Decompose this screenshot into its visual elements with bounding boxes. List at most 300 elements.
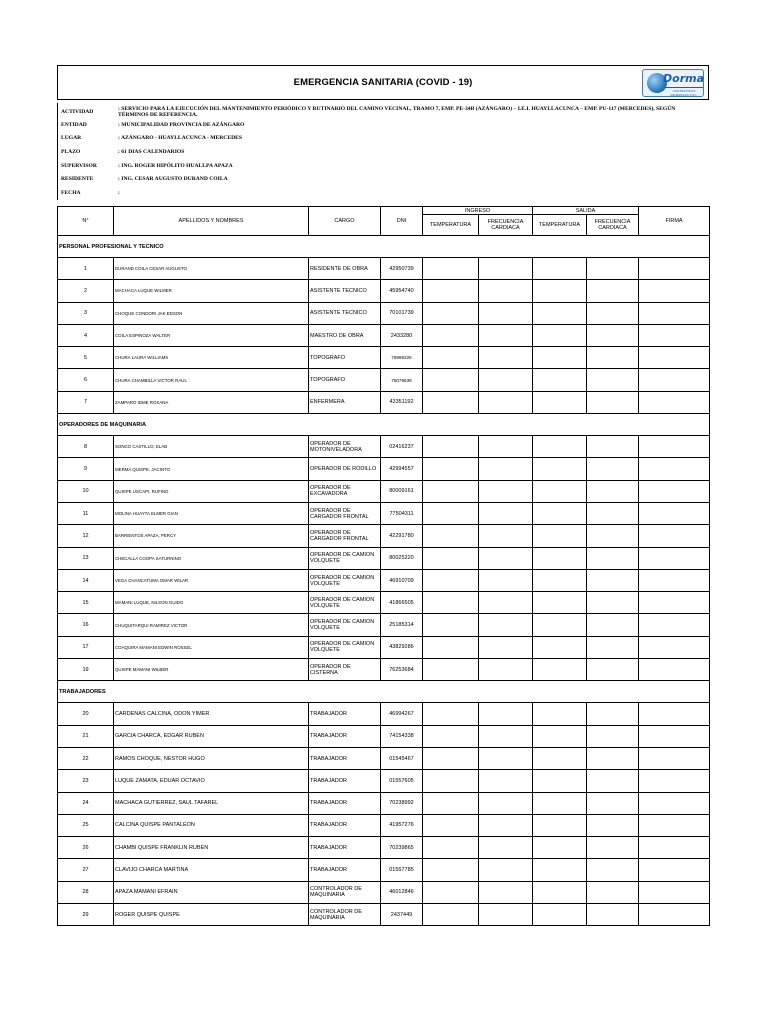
table-row <box>58 725 710 747</box>
row-cargo: OPERADOR DE CAMION VOLQUETE <box>309 547 381 569</box>
table-row <box>58 547 710 569</box>
section-row <box>58 414 710 436</box>
company-logo <box>642 69 704 97</box>
row-name: CHUQUITARQUI RAMIREZ VICTOR <box>114 614 309 636</box>
row-number: 20 <box>58 703 114 725</box>
row-number: 16 <box>58 614 114 636</box>
freq-in-cell[interactable] <box>479 502 533 524</box>
row-name: DURAND COILA CESAR AUGUSTO <box>114 258 309 280</box>
row-number: 10 <box>58 480 114 502</box>
freq-in-cell[interactable] <box>479 859 533 881</box>
row-number: 22 <box>58 747 114 769</box>
temp-out-cell[interactable] <box>533 904 587 926</box>
row-dni: 01545467 <box>381 747 423 769</box>
row-name: COILA ESPINOZA WALTER <box>114 324 309 346</box>
temp-out-cell[interactable] <box>533 814 587 836</box>
info-value: : ING. ROGER HIPÓLITO HUALLPA APAZA <box>118 163 233 169</box>
logo-subtitle: CONTRATISTAS GENERALES S.R.L. <box>665 87 703 97</box>
temp-out-cell[interactable] <box>533 859 587 881</box>
row-cargo: OPERADOR DE CARGADOR FRONTAL <box>309 502 381 524</box>
row-name: QUISPE USCAPI, RUFINO <box>114 480 309 502</box>
row-cargo: TRABAJADOR <box>309 703 381 725</box>
row-cargo: OPERADOR DE RODILLO <box>309 458 381 480</box>
row-number: 15 <box>58 592 114 614</box>
temp-out-cell[interactable] <box>533 659 587 681</box>
info-block <box>57 103 709 200</box>
document-title: EMERGENCIA SANITARIA (COVID - 19) <box>293 77 473 88</box>
row-cargo: TRABAJADOR <box>309 814 381 836</box>
row-number: 27 <box>58 859 114 881</box>
table-row <box>58 324 710 346</box>
row-name: CHURA CHAMBILLA VICTOR RAUL <box>114 369 309 391</box>
signature-cell[interactable] <box>639 881 710 903</box>
row-number: 1 <box>58 258 114 280</box>
row-cargo: ENFERMERA <box>309 391 381 413</box>
row-name: MACHACA GUTIERREZ, SAUL TAFAREL <box>114 792 309 814</box>
temp-out-cell[interactable] <box>533 502 587 524</box>
row-number: 25 <box>58 814 114 836</box>
signature-cell[interactable] <box>639 569 710 591</box>
temp-in-cell[interactable] <box>423 547 479 569</box>
row-cargo: TRABAJADOR <box>309 859 381 881</box>
signature-cell[interactable] <box>639 636 710 658</box>
row-cargo: OPERADOR DE CAMION VOLQUETE <box>309 592 381 614</box>
signature-cell[interactable] <box>639 480 710 502</box>
info-value: : SERVICIO PARA LA EJECUCIÓN DEL MANTENIMIENTO PERIÓDICO Y RUTINARIO DEL CAMINO VECINAL, TRAMO 7, EMP. PE-34B (AZÁNGARO) – I.E.I. HUAYLLACUNCA – EMP. PU-117 (MERCEDES), SEGÚN TÉRMINOS DE REFERENCIA. <box>118 106 676 118</box>
row-cargo: CONTROLADOR DE MAQUINARIA <box>309 881 381 903</box>
freq-in-cell[interactable] <box>479 703 533 725</box>
freq-out-cell[interactable] <box>587 792 639 814</box>
temp-out-cell[interactable] <box>533 881 587 903</box>
row-number: 2 <box>58 280 114 302</box>
header-dni: DNI <box>381 207 423 236</box>
header-freq-in: FRECUENCIA CARDIACA <box>479 215 533 236</box>
temp-out-cell[interactable] <box>533 547 587 569</box>
signature-cell[interactable] <box>639 703 710 725</box>
freq-out-cell[interactable] <box>587 659 639 681</box>
section-title: PERSONAL PROFESIONAL Y TECNICO <box>58 236 710 258</box>
table-row <box>58 302 710 324</box>
row-cargo: OPERADOR DE CISTERNA <box>309 659 381 681</box>
freq-out-cell[interactable] <box>587 369 639 391</box>
freq-in-cell[interactable] <box>479 258 533 280</box>
freq-in-cell[interactable] <box>479 614 533 636</box>
signature-cell[interactable] <box>639 770 710 792</box>
document-title-box <box>57 65 709 100</box>
freq-out-cell[interactable] <box>587 547 639 569</box>
header-temp-out: TEMPERATURA <box>533 215 587 236</box>
table-row <box>58 436 710 458</box>
row-number: 23 <box>58 770 114 792</box>
row-number: 29 <box>58 904 114 926</box>
row-number: 14 <box>58 569 114 591</box>
temp-out-cell[interactable] <box>533 436 587 458</box>
temp-out-cell[interactable] <box>533 391 587 413</box>
temp-in-cell[interactable] <box>423 458 479 480</box>
table-row <box>58 391 710 413</box>
table-row <box>58 280 710 302</box>
row-dni: 80009161 <box>381 480 423 502</box>
row-dni: 70101739 <box>381 302 423 324</box>
temp-in-cell[interactable] <box>423 659 479 681</box>
row-number: 3 <box>58 302 114 324</box>
freq-in-cell[interactable] <box>479 904 533 926</box>
freq-in-cell[interactable] <box>479 747 533 769</box>
temp-out-cell[interactable] <box>533 703 587 725</box>
row-dni: 46012846 <box>381 881 423 903</box>
table-row <box>58 614 710 636</box>
temp-out-cell[interactable] <box>533 302 587 324</box>
row-name: MERMA QUISPE, JACINTO <box>114 458 309 480</box>
temp-in-cell[interactable] <box>423 814 479 836</box>
row-cargo: MAESTRO DE OBRA <box>309 324 381 346</box>
signature-cell[interactable] <box>639 904 710 926</box>
temp-out-cell[interactable] <box>533 458 587 480</box>
freq-out-cell[interactable] <box>587 881 639 903</box>
temp-out-cell[interactable] <box>533 347 587 369</box>
row-cargo: ASISTENTE TECNICO <box>309 280 381 302</box>
row-cargo: OPERADOR DE CAMION VOLQUETE <box>309 569 381 591</box>
row-name: CHURA LAURA WILLIAMS <box>114 347 309 369</box>
row-dni: 75998326 <box>381 347 423 369</box>
temp-out-cell[interactable] <box>533 258 587 280</box>
row-number: 6 <box>58 369 114 391</box>
temp-in-cell[interactable] <box>423 525 479 547</box>
section-row <box>58 681 710 703</box>
table-row <box>58 703 710 725</box>
freq-in-cell[interactable] <box>479 302 533 324</box>
freq-out-cell[interactable] <box>587 391 639 413</box>
freq-in-cell[interactable] <box>479 547 533 569</box>
freq-in-cell[interactable] <box>479 814 533 836</box>
logo-word: Dorma <box>663 72 704 85</box>
signature-cell[interactable] <box>639 280 710 302</box>
row-name: ROGER QUISPE QUISPE <box>114 904 309 926</box>
row-cargo: OPERADOR DE MOTONIVELADORA <box>309 436 381 458</box>
temp-in-cell[interactable] <box>423 904 479 926</box>
row-dni: 42994557 <box>381 458 423 480</box>
freq-out-cell[interactable] <box>587 747 639 769</box>
row-cargo: OPERADOR DE CAMION VOLQUETE <box>309 636 381 658</box>
header-row-top <box>58 207 710 215</box>
row-number: 8 <box>58 436 114 458</box>
temp-out-cell[interactable] <box>533 569 587 591</box>
freq-in-cell[interactable] <box>479 592 533 614</box>
table-row <box>58 569 710 591</box>
freq-out-cell[interactable] <box>587 770 639 792</box>
info-label: LUGAR <box>61 135 82 141</box>
temp-out-cell[interactable] <box>533 369 587 391</box>
signature-cell[interactable] <box>639 614 710 636</box>
row-dni: 70238992 <box>381 792 423 814</box>
temp-in-cell[interactable] <box>423 747 479 769</box>
info-value: : ING. CESAR AUGUSTO DURAND COILA <box>118 176 228 182</box>
temp-in-cell[interactable] <box>423 725 479 747</box>
freq-out-cell[interactable] <box>587 502 639 524</box>
row-number: 5 <box>58 347 114 369</box>
info-label: RESIDENTE <box>61 176 94 182</box>
freq-in-cell[interactable] <box>479 881 533 903</box>
section-title: OPERADORES DE MAQUINARIA <box>58 414 710 436</box>
temp-out-cell[interactable] <box>533 636 587 658</box>
temp-in-cell[interactable] <box>423 391 479 413</box>
header-no: N° <box>58 207 114 236</box>
row-cargo: TRABAJADOR <box>309 837 381 859</box>
header-name: APELLIDOS Y NOMBRES <box>114 207 309 236</box>
temp-out-cell[interactable] <box>533 592 587 614</box>
header-salida: SALIDA <box>533 207 639 215</box>
signature-cell[interactable] <box>639 725 710 747</box>
row-dni: 2433280 <box>381 324 423 346</box>
row-name: APAZA MAMANI EFRAIN <box>114 881 309 903</box>
table-row <box>58 881 710 903</box>
row-dni: 75079639 <box>381 369 423 391</box>
freq-in-cell[interactable] <box>479 636 533 658</box>
signature-cell[interactable] <box>639 837 710 859</box>
row-dni: 77504311 <box>381 502 423 524</box>
signature-cell[interactable] <box>639 814 710 836</box>
signature-cell[interactable] <box>639 592 710 614</box>
row-dni: 46994267 <box>381 703 423 725</box>
temp-out-cell[interactable] <box>533 480 587 502</box>
info-label: SUPERVISOR <box>61 163 97 169</box>
freq-in-cell[interactable] <box>479 659 533 681</box>
signature-cell[interactable] <box>639 659 710 681</box>
table-row <box>58 502 710 524</box>
temp-out-cell[interactable] <box>533 837 587 859</box>
row-dni: 80025220 <box>381 547 423 569</box>
row-dni: 41957276 <box>381 814 423 836</box>
freq-in-cell[interactable] <box>479 458 533 480</box>
signature-cell[interactable] <box>639 525 710 547</box>
row-number: 12 <box>58 525 114 547</box>
row-name: BARRIENTOS APAZA, PERCY <box>114 525 309 547</box>
section-row <box>58 236 710 258</box>
freq-out-cell[interactable] <box>587 436 639 458</box>
freq-in-cell[interactable] <box>479 436 533 458</box>
freq-out-cell[interactable] <box>587 592 639 614</box>
row-cargo: OPERADOR DE EXCAVADORA <box>309 480 381 502</box>
signature-cell[interactable] <box>639 324 710 346</box>
freq-out-cell[interactable] <box>587 636 639 658</box>
table-row <box>58 525 710 547</box>
signature-cell[interactable] <box>639 436 710 458</box>
table-body <box>58 207 710 926</box>
info-label: PLAZO <box>61 149 81 155</box>
temp-in-cell[interactable] <box>423 636 479 658</box>
info-value: : MUNICIPALIDAD PROVINCIA DE AZÁNGARO <box>118 122 245 128</box>
temp-out-cell[interactable] <box>533 324 587 346</box>
info-label: FECHA <box>61 190 81 196</box>
table-row <box>58 592 710 614</box>
attendance-table <box>57 206 710 926</box>
row-name: MAMANI LUQUE, NILSON GUIDO <box>114 592 309 614</box>
row-dni: 45954740 <box>381 280 423 302</box>
row-number: 17 <box>58 636 114 658</box>
temp-in-cell[interactable] <box>423 480 479 502</box>
row-cargo: RESIDENTE DE OBRA <box>309 258 381 280</box>
freq-out-cell[interactable] <box>587 347 639 369</box>
temp-in-cell[interactable] <box>423 502 479 524</box>
table-row <box>58 859 710 881</box>
freq-out-cell[interactable] <box>587 458 639 480</box>
freq-out-cell[interactable] <box>587 859 639 881</box>
row-cargo: OPERADOR DE CAMION VOLQUETE <box>309 614 381 636</box>
freq-in-cell[interactable] <box>479 792 533 814</box>
temp-in-cell[interactable] <box>423 347 479 369</box>
freq-out-cell[interactable] <box>587 280 639 302</box>
row-dni: 41866505 <box>381 592 423 614</box>
row-dni: 43351192 <box>381 391 423 413</box>
row-dni: 25185314 <box>381 614 423 636</box>
signature-cell[interactable] <box>639 391 710 413</box>
temp-out-cell[interactable] <box>533 725 587 747</box>
freq-out-cell[interactable] <box>587 258 639 280</box>
signature-cell[interactable] <box>639 302 710 324</box>
freq-in-cell[interactable] <box>479 369 533 391</box>
signature-cell[interactable] <box>639 859 710 881</box>
row-cargo: ASISTENTE TECNICO <box>309 302 381 324</box>
signature-cell[interactable] <box>639 458 710 480</box>
row-cargo: TOPOGRAFO <box>309 347 381 369</box>
table-row <box>58 814 710 836</box>
signature-cell[interactable] <box>639 747 710 769</box>
freq-in-cell[interactable] <box>479 569 533 591</box>
freq-out-cell[interactable] <box>587 814 639 836</box>
temp-in-cell[interactable] <box>423 792 479 814</box>
temp-in-cell[interactable] <box>423 592 479 614</box>
temp-in-cell[interactable] <box>423 369 479 391</box>
row-dni: 42950739 <box>381 258 423 280</box>
row-name: RAMOS CHOQUE, NESTOR HUGO <box>114 747 309 769</box>
row-name: QUISPE MAMANI WILBER <box>114 659 309 681</box>
temp-out-cell[interactable] <box>533 747 587 769</box>
freq-out-cell[interactable] <box>587 525 639 547</box>
section-title: TRABAJADORES <box>58 681 710 703</box>
row-name: GARCIA CHARCA, EDGAR RUBEN <box>114 725 309 747</box>
row-name: ZAMPARO IDME ROXANA <box>114 391 309 413</box>
row-cargo: TOPOGRAFO <box>309 369 381 391</box>
temp-in-cell[interactable] <box>423 436 479 458</box>
row-cargo: TRABAJADOR <box>309 792 381 814</box>
freq-in-cell[interactable] <box>479 480 533 502</box>
freq-out-cell[interactable] <box>587 725 639 747</box>
row-name: CHAMBI QUISPE FRANKLIN RUBEN <box>114 837 309 859</box>
table-row <box>58 636 710 658</box>
row-name: MOLINA HUAYTA ELMER GIAN <box>114 502 309 524</box>
temp-out-cell[interactable] <box>533 770 587 792</box>
row-cargo: OPERADOR DE CARGADOR FRONTAL <box>309 525 381 547</box>
row-dni: 46910709 <box>381 569 423 591</box>
temp-in-cell[interactable] <box>423 258 479 280</box>
table-row <box>58 837 710 859</box>
temp-in-cell[interactable] <box>423 302 479 324</box>
table-row <box>58 480 710 502</box>
row-name: CHECALLA COOPA SATURNINO <box>114 547 309 569</box>
row-dni: 01557785 <box>381 859 423 881</box>
table-row <box>58 659 710 681</box>
freq-in-cell[interactable] <box>479 837 533 859</box>
freq-out-cell[interactable] <box>587 480 639 502</box>
temp-out-cell[interactable] <box>533 525 587 547</box>
signature-cell[interactable] <box>639 347 710 369</box>
freq-out-cell[interactable] <box>587 324 639 346</box>
row-name: LUQUE ZAMATA, EDUAR OCTAVIO <box>114 770 309 792</box>
freq-in-cell[interactable] <box>479 347 533 369</box>
freq-out-cell[interactable] <box>587 569 639 591</box>
row-dni: 74154338 <box>381 725 423 747</box>
row-cargo: TRABAJADOR <box>309 747 381 769</box>
row-number: 21 <box>58 725 114 747</box>
row-dni: 70239865 <box>381 837 423 859</box>
signature-cell[interactable] <box>639 369 710 391</box>
header-firma: FIRMA <box>639 207 710 236</box>
temp-in-cell[interactable] <box>423 703 479 725</box>
row-dni: 76253684 <box>381 659 423 681</box>
row-number: 19 <box>58 659 114 681</box>
row-number: 28 <box>58 881 114 903</box>
temp-out-cell[interactable] <box>533 280 587 302</box>
freq-in-cell[interactable] <box>479 725 533 747</box>
freq-in-cell[interactable] <box>479 391 533 413</box>
row-number: 24 <box>58 792 114 814</box>
signature-cell[interactable] <box>639 792 710 814</box>
temp-in-cell[interactable] <box>423 859 479 881</box>
freq-in-cell[interactable] <box>479 525 533 547</box>
row-name: CARDENAS CALCINA, ODON YIMER <box>114 703 309 725</box>
freq-in-cell[interactable] <box>479 770 533 792</box>
temp-in-cell[interactable] <box>423 614 479 636</box>
temp-in-cell[interactable] <box>423 324 479 346</box>
row-name: CHOQUE CONDORI JAK EDSON <box>114 302 309 324</box>
freq-in-cell[interactable] <box>479 324 533 346</box>
row-number: 26 <box>58 837 114 859</box>
row-name: CLAVIJO CHARCA MARTINA <box>114 859 309 881</box>
row-number: 9 <box>58 458 114 480</box>
freq-in-cell[interactable] <box>479 280 533 302</box>
temp-in-cell[interactable] <box>423 770 479 792</box>
freq-out-cell[interactable] <box>587 703 639 725</box>
temp-in-cell[interactable] <box>423 569 479 591</box>
row-cargo: TRABAJADOR <box>309 770 381 792</box>
row-dni: 42291780 <box>381 525 423 547</box>
temp-out-cell[interactable] <box>533 614 587 636</box>
info-value: : <box>118 190 120 196</box>
row-dni: 43829286 <box>381 636 423 658</box>
row-dni: 01557605 <box>381 770 423 792</box>
row-number: 11 <box>58 502 114 524</box>
temp-in-cell[interactable] <box>423 280 479 302</box>
info-label: ACTIVIDAD <box>61 109 94 115</box>
signature-cell[interactable] <box>639 547 710 569</box>
freq-out-cell[interactable] <box>587 614 639 636</box>
row-dni: 2437449 <box>381 904 423 926</box>
signature-cell[interactable] <box>639 502 710 524</box>
temp-out-cell[interactable] <box>533 792 587 814</box>
temp-in-cell[interactable] <box>423 881 479 903</box>
freq-out-cell[interactable] <box>587 904 639 926</box>
freq-out-cell[interactable] <box>587 837 639 859</box>
table-row <box>58 347 710 369</box>
row-dni: 02416237 <box>381 436 423 458</box>
row-number: 13 <box>58 547 114 569</box>
header-temp-in: TEMPERATURA <box>423 215 479 236</box>
header-ingreso: INGRESO <box>423 207 533 215</box>
signature-cell[interactable] <box>639 258 710 280</box>
freq-out-cell[interactable] <box>587 302 639 324</box>
row-cargo: TRABAJADOR <box>309 725 381 747</box>
temp-in-cell[interactable] <box>423 837 479 859</box>
